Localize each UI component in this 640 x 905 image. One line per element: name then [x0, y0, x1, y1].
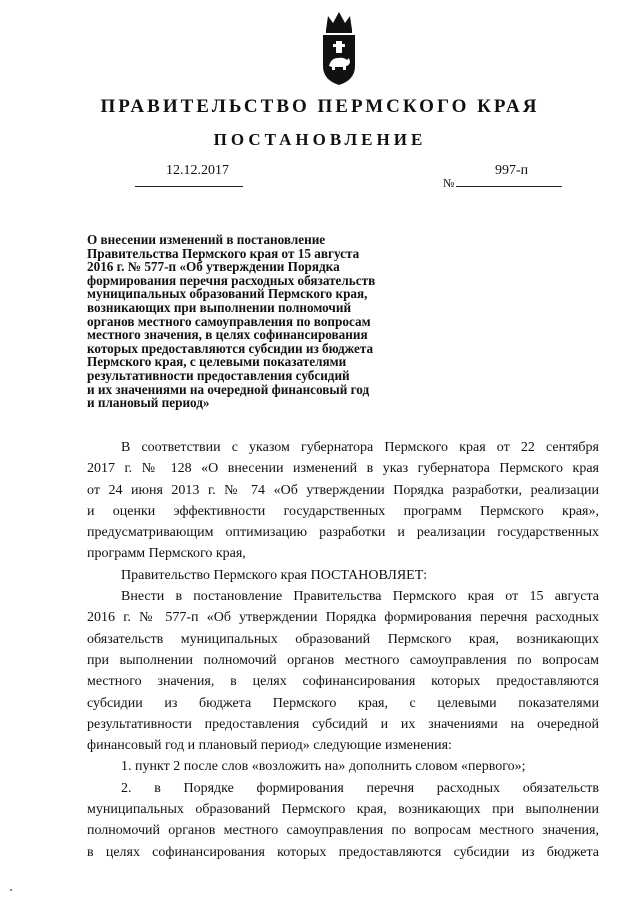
body-line: 2016 г. № 577-п «Об утверждении Порядка формирования перечня расходных	[87, 610, 599, 626]
body-line: 1. пункт 2 после слов «возложить на» дополнить словом «первого»;	[121, 759, 526, 775]
government-title: ПРАВИТЕЛЬСТВО ПЕРМСКОГО КРАЯ	[100, 96, 540, 117]
subject-line: муниципальных образований Пермского края,	[87, 286, 368, 302]
body-line: результативности предоставления субсидий и их значениями на очередной	[87, 716, 599, 732]
body-line: полномочий органов местного самоуправления по вопросам местного значения,	[87, 823, 599, 839]
subject-line: формирования перечня расходных обязательств	[87, 272, 376, 288]
body-line: субсидии из бюджета Пермского края, с целевыми показателями	[87, 695, 599, 711]
body-line: Внести в постановление Правительства Пермского края от 15 августа	[121, 589, 599, 605]
subject-line: которых предоставляются субсидии из бюджета	[87, 340, 374, 356]
document-type: ПОСТАНОВЛЕНИЕ	[213, 130, 427, 149]
body-line: Правительство Пермского края ПОСТАНОВЛЯЕТ:	[121, 567, 428, 583]
body-line: местного значения, в целях софинансирования которых предоставляются	[87, 674, 599, 690]
body-line: от 24 июня 2013 г. № 74 «Об утверждении Порядка разработки, реализации	[87, 482, 599, 498]
subject-line: возникающих при выполнении полномочий	[87, 299, 352, 315]
body-line: и оценки эффективности государственных программ Пермского края»,	[87, 503, 599, 519]
subject-line: и их значениями на очередной финансовый год	[87, 381, 370, 397]
body-line: при выполнении полномочий органов местного самоуправления по вопросам	[87, 652, 599, 668]
body-line: предусматривающим оптимизацию разработки и реализации государственных	[87, 525, 599, 541]
subject-line: результативности предоставления субсидий	[87, 367, 350, 383]
subject-line: и плановый период»	[87, 395, 210, 411]
body-line: программ Пермского края,	[87, 546, 246, 562]
body-line: 2017 г. № 128 «О внесении изменений в указ губернатора Пермского края	[87, 461, 599, 477]
body-line: финансовый год и плановый период» следующие изменения:	[87, 738, 452, 754]
document-body	[87, 437, 599, 863]
subject-line: О внесении изменений в постановление	[87, 232, 326, 247]
body-line: В соответствии с указом губернатора Пермского края от 22 сентября	[121, 440, 599, 455]
date-underline	[135, 186, 243, 187]
body-line: в целях софинансирования которых предоставляются субсидии из бюджета	[87, 844, 599, 860]
subject-line: 2016 г. № 577-п «Об утверждении Порядка	[87, 259, 340, 275]
subject-line: Пермского края, с целевыми показателями	[87, 354, 347, 370]
body-line: обязательств муниципальных образований Пермского края, возникающих	[87, 631, 599, 647]
body-line: 2. в Порядке формирования перечня расходных обязательств	[121, 780, 599, 796]
document-number: 997-п	[495, 163, 529, 178]
number-underline	[456, 186, 562, 187]
document-subject	[87, 233, 487, 410]
subject-line: органов местного самоуправления по вопросам	[87, 313, 371, 329]
body-line: муниципальных образований Пермского края, возникающих при выполнении	[87, 802, 599, 818]
subject-line: местного значения, в целях софинансирования	[87, 327, 368, 343]
coat-of-arms-emblem	[318, 8, 360, 86]
document-date: 12.12.2017	[166, 163, 229, 178]
scan-speck	[10, 889, 12, 891]
number-sign: №	[443, 176, 455, 190]
subject-line: Правительства Пермского края от 15 августа	[87, 245, 360, 261]
